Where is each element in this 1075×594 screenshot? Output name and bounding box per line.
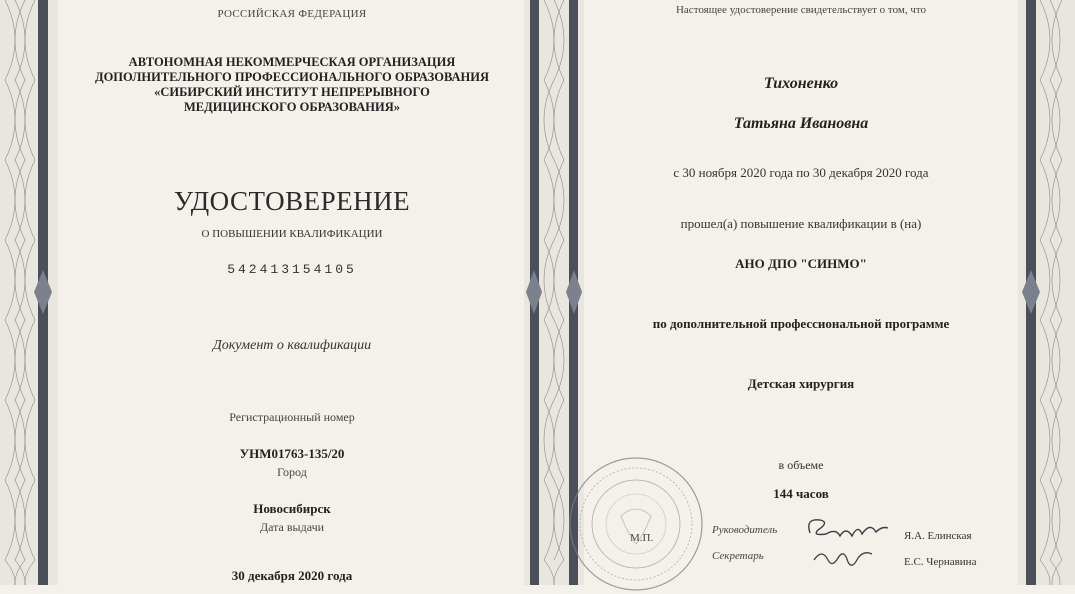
institution-name: АНО ДПО "СИНМО" [735,256,867,271]
issue-date-label: Дата выдачи [259,520,325,534]
country-name: РОССИЙСКАЯ ФЕДЕРАЦИЯ [217,8,367,20]
left-ornamental-border [0,0,58,585]
document-type: Документ о квалификации [212,338,372,353]
training-period: с 30 ноября 2020 года по 30 декабря 2020 года [673,165,929,180]
holder-surname: Тихоненко [763,75,839,92]
document-subtitle: О ПОВЫШЕНИИ КВАЛИФИКАЦИИ [201,228,383,240]
stamp-place-label: М.П. [630,532,654,544]
registration-number: УНМ01763-135/20 [239,446,345,461]
right-ornamental-border [1018,0,1075,585]
secretary-signature-row [712,550,764,562]
secretary-role-label: Секретарь [712,550,764,562]
registration-label: Регистрационный номер [229,410,355,424]
program-label: по дополнительной профессиональной программе [652,316,950,331]
head-name: Я.А. Елинская [904,530,972,542]
issue-date-value: 30 декабря 2020 года [231,568,353,583]
head-role-label: Руководитель [712,524,778,536]
official-seal-stamp [566,454,706,594]
volume-hours: 144 часов [773,486,829,501]
secretary-name: Е.С. Чернавина [904,556,977,568]
left-panel [62,0,522,585]
training-statement: прошел(а) повышение квалификации в (на) [680,216,922,231]
organization-line: ДОПОЛНИТЕЛЬНОГО ПРОФЕССИОНАЛЬНОГО ОБРАЗОВАНИЯ [94,70,490,84]
program-name: Детская хирургия [747,376,855,391]
holder-given-names: Татьяна Ивановна [733,115,869,132]
volume-label: в объеме [778,458,824,472]
city-label: Город [277,465,307,479]
certificate-intro: Настоящее удостоверение свидетельствует о том, что [675,4,927,16]
organization-line: МЕДИЦИНСКОГО ОБРАЗОВАНИЯ» [184,100,400,114]
serial-number: 542413154105 [227,262,357,277]
organization-line: АВТОНОМНАЯ НЕКОММЕРЧЕСКАЯ ОРГАНИЗАЦИЯ [128,55,456,69]
organization-line: «СИБИРСКИЙ ИНСТИТУТ НЕПРЕРЫВНОГО [154,85,430,99]
document-title: УДОСТОВЕРЕНИЕ [173,186,411,216]
secretary-signature-scribble [808,540,878,574]
organization-name [62,55,522,115]
city-value: Новосибирск [253,501,331,516]
head-signature-row [712,524,777,536]
